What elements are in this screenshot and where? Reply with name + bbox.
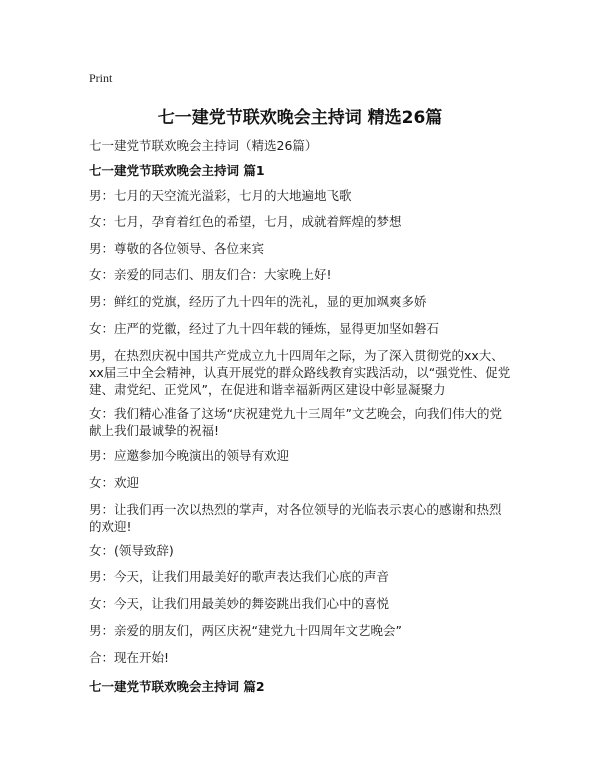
dialogue-line: 男，在热烈庆祝中国共产党成立九十四周年之际，为了深入贯彻党的xx大、xx届三中全会精神，认真开展党的群众路线教育实践活动，以“强党性、促党建、肃党纪、正党风”，在促进和谐幸福新两区建设中彰显凝聚力 xyxy=(89,348,511,397)
section-heading-1: 七一建党节联欢晚会主持词 篇1 xyxy=(89,163,265,178)
dialogue-line: 男：尊敬的各位领导、各位来宾 xyxy=(89,241,265,256)
dialogue-line: 合：现在开始! xyxy=(89,650,170,665)
section-heading-2: 七一建党节联欢晚会主持词 篇2 xyxy=(89,679,265,694)
print-link[interactable]: Print xyxy=(89,71,113,85)
dialogue-line: 女：亲爱的同志们、朋友们合：大家晚上好! xyxy=(89,267,332,282)
dialogue-line: 男：应邀参加今晚演出的领导有欢迎 xyxy=(89,448,290,463)
dialogue-line: 女：今天，让我们用最美妙的舞姿跳出我们心中的喜悦 xyxy=(89,596,390,611)
dialogue-line: 男：让我们再一次以热烈的掌声，对各位领导的光临表示衷心的感谢和热烈的欢迎! xyxy=(89,502,502,534)
dialogue-line: 男：亲爱的朋友们，两区庆祝“建党九十四周年文艺晚会” xyxy=(89,623,402,638)
dialogue-line: 女：七月，孕育着红色的希望，七月，成就着辉煌的梦想 xyxy=(89,214,402,229)
document-title: 七一建党节联欢晚会主持词 精选26篇 xyxy=(157,108,443,128)
dialogue-line: 女：庄严的党徽，经过了九十四年载的锤炼，显得更加坚如磐石 xyxy=(89,321,440,336)
dialogue-line: 女：欢迎 xyxy=(89,475,140,490)
dialogue-line: 男：鲜红的党旗，经历了九十四年的洗礼，显的更加飒爽多娇 xyxy=(89,294,427,309)
dialogue-line: 女：(领导致辞) xyxy=(89,543,174,558)
dialogue-line: 男：七月的天空流光溢彩，七月的大地遍地飞歌 xyxy=(89,188,352,203)
dialogue-line: 女：我们精心准备了这场“庆祝建党九十三周年”文艺晚会，向我们伟大的党献上我们最诚挚的祝福! xyxy=(89,406,502,438)
document-subtitle: 七一建党节联欢晚会主持词（精选26篇） xyxy=(89,138,318,153)
dialogue-line: 男：今天，让我们用最美好的歌声表达我们心底的声音 xyxy=(89,569,390,584)
